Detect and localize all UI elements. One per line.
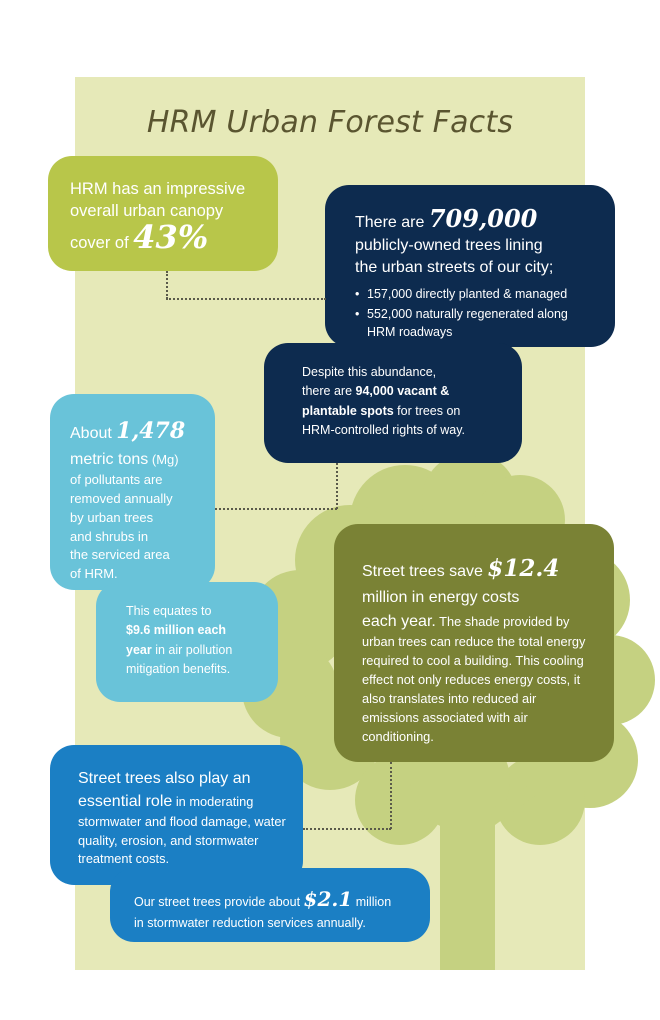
energy-card bbox=[334, 524, 614, 762]
stormwater-card bbox=[50, 745, 303, 885]
air-line-2 bbox=[126, 621, 264, 640]
trees-card bbox=[325, 185, 615, 347]
canopy-value: 43% bbox=[133, 217, 209, 256]
services-card bbox=[110, 868, 430, 942]
pollutants-text-1: of pollutants are bbox=[70, 472, 163, 488]
stormwater-lead-2: essential role bbox=[78, 793, 173, 811]
canopy-line-3-prefix: cover of bbox=[70, 233, 134, 252]
air-value: $9.6 million each bbox=[126, 623, 227, 638]
canopy-card bbox=[48, 156, 278, 271]
air-line-3-suffix: in air pollution bbox=[151, 642, 233, 657]
pollutants-text-2: removed annually bbox=[70, 490, 173, 506]
canopy-line-3 bbox=[70, 217, 256, 256]
connector-stormwater-vertical bbox=[390, 762, 392, 829]
services-prefix: Our street trees provide about bbox=[134, 895, 304, 909]
energy-body-text: The shade provided by urban trees can reduce the total energy required to cool a building. This cooling effect not only reduces energy costs, it also translates into reduced air emissions associated with air conditioning. bbox=[362, 613, 586, 745]
vacant-line-1: Despite this abundance, bbox=[302, 365, 437, 379]
vacant-line-3-suffix: for trees on bbox=[393, 403, 461, 418]
air-line-1: This equates to bbox=[126, 604, 212, 618]
energy-line-3: each year. bbox=[362, 612, 436, 630]
services-suffix: million bbox=[352, 895, 392, 909]
trees-bullet-list bbox=[355, 285, 593, 341]
vacant-count: 94,000 vacant & bbox=[355, 384, 450, 399]
pollutants-line-1 bbox=[70, 416, 197, 448]
air-line-4: mitigation benefits. bbox=[126, 662, 231, 677]
trees-prefix: There are bbox=[355, 214, 429, 231]
services-line-1 bbox=[134, 884, 420, 914]
trees-count: 709,000 bbox=[428, 204, 538, 233]
pollutants-prefix: About bbox=[70, 425, 117, 442]
energy-line-1 bbox=[362, 552, 594, 586]
pollutants-text-3: by urban trees bbox=[70, 509, 154, 525]
pollutants-value: 1,478 bbox=[116, 418, 186, 444]
pollutants-unit-bold: metric tons bbox=[70, 450, 149, 468]
trees-bullet-1: • 157,000 directly planted & managed bbox=[355, 285, 593, 303]
energy-line-2: million in energy costs bbox=[362, 589, 520, 607]
air-line-3 bbox=[126, 641, 264, 660]
vacant-line-2-prefix: there are bbox=[302, 384, 356, 399]
connector-stormwater-horizontal bbox=[303, 828, 391, 830]
vacant-line-4: HRM-controlled rights of way. bbox=[302, 423, 466, 438]
vacant-line-2 bbox=[302, 382, 502, 401]
pollutants-text-4: and shrubs in bbox=[70, 528, 149, 544]
canopy-line-2: overall urban canopy bbox=[70, 202, 224, 221]
pollutants-text-5: the serviced area bbox=[70, 547, 170, 563]
stormwater-body-text: in moderating stormwater and flood damage, water quality, erosion, and stormwater treatment costs. bbox=[78, 794, 286, 867]
trees-line-1 bbox=[355, 203, 593, 235]
pollutants-card bbox=[50, 394, 215, 590]
trees-line-2: publicly-owned trees lining bbox=[355, 237, 543, 255]
pollutants-unit bbox=[70, 448, 197, 471]
canopy-line-1: HRM has an impressive bbox=[70, 180, 246, 198]
stormwater-body bbox=[78, 790, 289, 869]
energy-prefix: Street trees save bbox=[362, 563, 488, 580]
connector-pollutants-horizontal bbox=[215, 508, 337, 510]
connector-canopy-vertical bbox=[166, 271, 168, 299]
energy-body bbox=[362, 610, 594, 747]
energy-value: $12.4 bbox=[487, 555, 560, 582]
air-benefits-card bbox=[96, 582, 278, 702]
connector-canopy-horizontal bbox=[166, 298, 326, 300]
vacant-spots-card bbox=[264, 343, 522, 463]
pollutants-unit-note: (Mg) bbox=[148, 451, 179, 467]
vacant-plantable: plantable spots bbox=[302, 403, 394, 418]
page-title: HRM Urban Forest Facts bbox=[146, 105, 514, 140]
connector-pollutants-vertical bbox=[336, 463, 338, 509]
air-year: year bbox=[126, 642, 152, 657]
trees-line-3: the urban streets of our city; bbox=[355, 258, 554, 276]
trees-bullet-2: • 552,000 naturally regenerated along HRM roadways bbox=[355, 305, 593, 341]
pollutants-text-6: of HRM. bbox=[70, 566, 118, 582]
vacant-line-3 bbox=[302, 402, 502, 421]
services-value: $2.1 bbox=[303, 887, 353, 911]
stormwater-lead-1: Street trees also play an bbox=[78, 770, 251, 787]
services-line-2: in stormwater reduction services annually. bbox=[134, 916, 366, 930]
